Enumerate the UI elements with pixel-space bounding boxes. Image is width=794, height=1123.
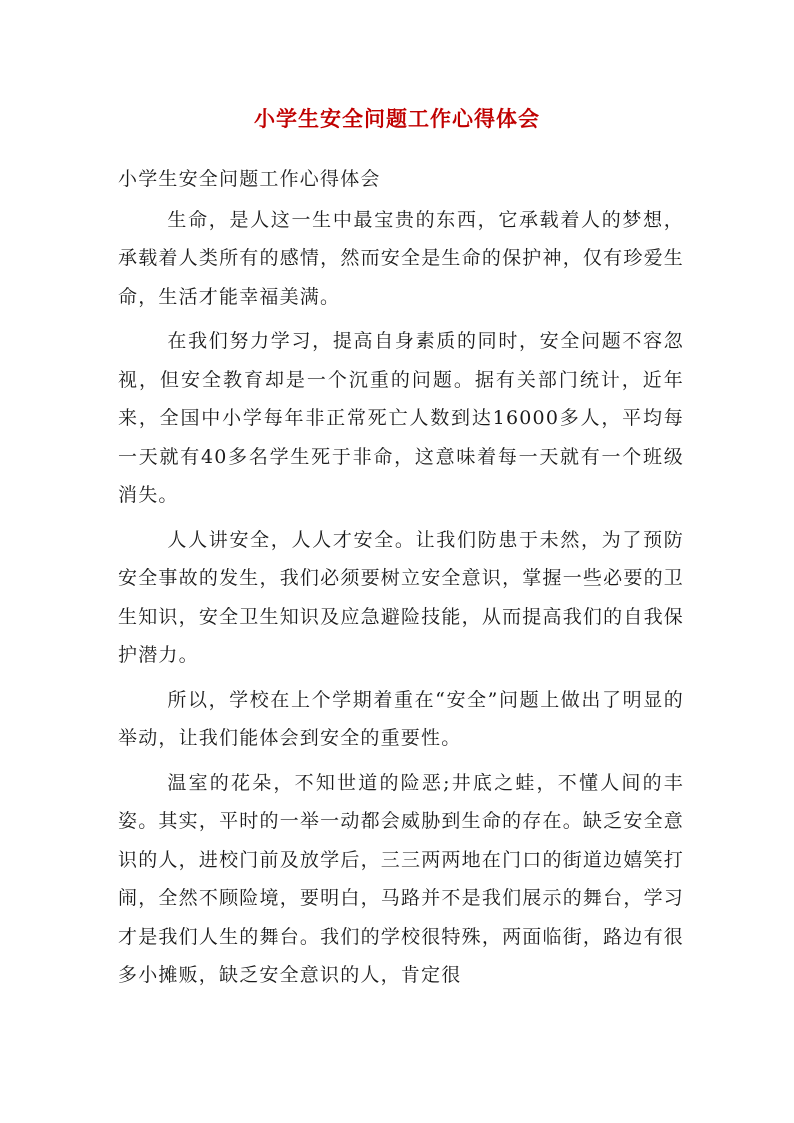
paragraph-1: 生命，是人这一生中最宝贵的东西，它承载着人的梦想，承载着人类所有的感情，然而安全是生命的保护神，仅有珍爱生命，生活才能幸福美满。: [118, 208, 684, 308]
paragraph-5: 温室的花朵，不知世道的险恶;井底之蛙，不懂人间的丰姿。其实，平时的一举一动都会威胁到生命的存在。缺乏安全意识的人，进校门前及放学后，三三两两地在门口的街道边嬉笑打闹，全然不顾险境，要明白，马路并不是我们展示的舞台，学习才是我们人生的舞台。我们的学校很特殊，两面临街，路边有很多小摊贩，缺乏安全意识的人，肯定很: [118, 771, 684, 986]
paragraph-3: 人人讲安全，人人才安全。让我们防患于未然，为了预防安全事故的发生，我们必须要树立安全意识，掌握一些必要的卫生知识，安全卫生知识及应急避险技能，从而提高我们的自我保护潜力。: [118, 528, 684, 666]
paragraph-2: 在我们努力学习，提高自身素质的同时，安全问题不容忽视，但安全教育却是一个沉重的问题。据有关部门统计，近年来，全国中小学每年非正常死亡人数到达16000多人，平均每一天就有40多名学生死于非命，这意味着每一天就有一个班级消失。: [118, 330, 684, 506]
document-title: 小学生安全问题工作心得体会: [254, 106, 540, 131]
document-subtitle: 小学生安全问题工作心得体会: [118, 168, 381, 190]
paragraph-4: 所以，学校在上个学期着重在“安全”问题上做出了明显的举动，让我们能体会到安全的重要性。: [118, 688, 684, 749]
document-body: [118, 160, 684, 1001]
